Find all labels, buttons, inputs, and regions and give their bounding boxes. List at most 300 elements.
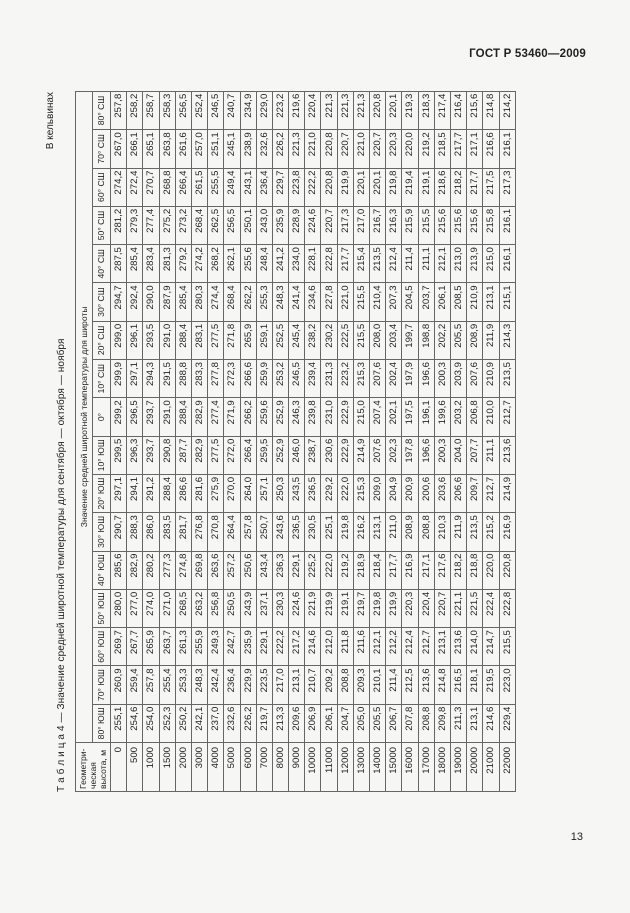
temperature-cell: 226,2 [272, 130, 288, 168]
temperature-cell: 214,8 [434, 666, 450, 704]
latitude-column-header: 10° СШ [92, 360, 110, 398]
temperature-cell: 215,3 [353, 474, 369, 512]
temperature-cell: 212,4 [386, 245, 402, 283]
temperature-cell: 250,6 [240, 551, 256, 589]
temperature-cell: 291,5 [159, 360, 175, 398]
temperature-cell: 220,7 [321, 206, 337, 244]
temperature-cell: 259,5 [256, 436, 272, 474]
temperature-cell: 215,5 [418, 206, 434, 244]
temperature-cell: 205,5 [450, 321, 466, 359]
temperature-cell: 268,2 [208, 245, 224, 283]
temperature-cell: 218,3 [418, 91, 434, 130]
temperature-cell: 277,4 [208, 398, 224, 436]
height-cell: 13000 [353, 743, 369, 792]
latitude-column-header: 50° СШ [92, 206, 110, 244]
temperature-cell: 206,1 [434, 283, 450, 321]
temperature-cell: 222,9 [337, 436, 353, 474]
temperature-cell: 215,4 [353, 245, 369, 283]
temperature-cell: 290,8 [159, 436, 175, 474]
temperature-cell: 204,7 [337, 704, 353, 742]
temperature-cell: 222,2 [272, 628, 288, 666]
temperature-cell: 288,3 [127, 513, 143, 551]
temperature-cell: 196,1 [418, 398, 434, 436]
temperature-cell: 230,6 [321, 436, 337, 474]
temperature-cell: 213,1 [434, 628, 450, 666]
temperature-cell: 238,2 [305, 321, 321, 359]
temperature-cell: 252,5 [272, 321, 288, 359]
temperature-cell: 263,8 [159, 130, 175, 168]
temperature-cell: 288,4 [175, 321, 191, 359]
temperature-cell: 236,4 [224, 666, 240, 704]
temperature-cell: 215,5 [353, 283, 369, 321]
latitude-column-header: 20° СШ [92, 321, 110, 359]
temperature-cell: 216,1 [499, 130, 515, 168]
temperature-cell: 214,3 [499, 321, 515, 359]
temperature-cell: 263,6 [208, 551, 224, 589]
temperature-cell: 213,6 [450, 628, 466, 666]
temperature-cell: 208,8 [337, 666, 353, 704]
temperature-cell: 200,3 [434, 436, 450, 474]
temperature-cell: 268,5 [175, 589, 191, 627]
temperature-cell: 211,3 [450, 704, 466, 742]
temperature-cell: 207,6 [370, 436, 386, 474]
temperature-cell: 215,6 [467, 91, 483, 130]
temperature-cell: 199,6 [434, 398, 450, 436]
table-row [208, 91, 224, 791]
temperature-cell: 215,0 [483, 245, 499, 283]
height-cell: 5000 [224, 743, 240, 792]
height-cell: 14000 [370, 743, 386, 792]
temperature-cell: 220,8 [499, 551, 515, 589]
temperature-cell: 205,0 [353, 704, 369, 742]
temperature-cell: 248,4 [256, 245, 272, 283]
temperature-cell: 229,1 [289, 551, 305, 589]
temperature-cell: 264,0 [240, 474, 256, 512]
temperature-cell: 216,3 [386, 206, 402, 244]
temperature-cell: 219,2 [337, 551, 353, 589]
temperature-cell: 275,2 [159, 206, 175, 244]
temperature-cell: 220,8 [321, 130, 337, 168]
temperature-cell: 276,8 [191, 513, 207, 551]
temperature-cell: 217,0 [353, 206, 369, 244]
height-header-line: Геометри- [78, 748, 88, 789]
temperature-cell: 261,5 [191, 168, 207, 206]
temperature-cell: 285,4 [127, 245, 143, 283]
temperature-cell: 245,1 [224, 130, 240, 168]
temperature-cell: 220,1 [353, 168, 369, 206]
temperature-cell: 216,1 [499, 206, 515, 244]
temperature-cell: 200,6 [418, 474, 434, 512]
temperature-cell: 221,3 [337, 91, 353, 130]
table-row [272, 91, 288, 791]
temperature-cell: 256,5 [175, 91, 191, 130]
latitude-column-header: 10° ЮШ [92, 436, 110, 474]
table-caption: Т а б л и ц а 4 — Значение средней широтной температуры для сентября — октября — ноября [56, 338, 67, 792]
temperature-cell: 283,5 [159, 513, 175, 551]
temperature-cell: 219,7 [256, 704, 272, 742]
temperature-cell: 210,7 [305, 666, 321, 704]
temperature-cell: 248,3 [191, 666, 207, 704]
temperature-cell: 225,2 [305, 551, 321, 589]
temperature-cell: 213,5 [467, 513, 483, 551]
temperature-cell: 242,1 [191, 704, 207, 742]
temperature-cell: 207,6 [370, 360, 386, 398]
temperature-cell: 211,1 [418, 245, 434, 283]
height-cell: 12000 [337, 743, 353, 792]
latitude-column-header: 20° ЮШ [92, 474, 110, 512]
temperature-cell: 282,9 [191, 436, 207, 474]
temperature-cell: 277,5 [208, 321, 224, 359]
temperature-cell: 255,1 [111, 704, 127, 742]
temperature-cell: 222,8 [499, 589, 515, 627]
temperature-cell: 287,7 [175, 436, 191, 474]
temperature-cell: 248,3 [272, 283, 288, 321]
temperature-cell: 214,9 [499, 474, 515, 512]
temperature-cell: 212,2 [386, 628, 402, 666]
temperature-cell: 234,0 [289, 245, 305, 283]
temperature-cell: 214,7 [483, 628, 499, 666]
temperature-cell: 203,2 [450, 398, 466, 436]
temperature-cell: 261,6 [175, 130, 191, 168]
temperature-cell: 280,0 [111, 589, 127, 627]
temperature-cell: 243,1 [240, 168, 256, 206]
temperature-cell: 242,7 [224, 628, 240, 666]
temperature-cell: 293,7 [143, 398, 159, 436]
table-row [224, 91, 240, 791]
temperature-cell: 294,7 [111, 283, 127, 321]
temperature-cell: 250,2 [175, 704, 191, 742]
temperature-cell: 222,4 [483, 589, 499, 627]
temperature-cell: 204,5 [402, 283, 418, 321]
temperature-cell: 297,1 [111, 474, 127, 512]
temperature-cell: 235,9 [272, 206, 288, 244]
temperature-cell: 203,7 [418, 283, 434, 321]
temperature-cell: 266,6 [240, 360, 256, 398]
temperature-cell: 206,1 [321, 704, 337, 742]
temperature-cell: 283,4 [143, 245, 159, 283]
height-cell: 2000 [175, 743, 191, 792]
temperature-cell: 271,9 [224, 398, 240, 436]
temperature-cell: 267,0 [111, 130, 127, 168]
temperature-cell: 236,4 [256, 168, 272, 206]
temperature-cell: 223,2 [337, 360, 353, 398]
temperature-cell: 222,8 [321, 245, 337, 283]
temperature-cell: 265,9 [240, 321, 256, 359]
height-cell: 21000 [483, 743, 499, 792]
height-cell: 6000 [240, 743, 256, 792]
temperature-cell: 197,5 [402, 398, 418, 436]
temperature-cell: 282,9 [191, 398, 207, 436]
temperature-cell: 224,6 [305, 206, 321, 244]
temperature-cell: 202,3 [386, 436, 402, 474]
temperature-cell: 212,1 [370, 628, 386, 666]
temperature-cell: 202,2 [434, 321, 450, 359]
temperature-cell: 236,5 [305, 474, 321, 512]
temperature-cell: 215,0 [353, 398, 369, 436]
temperature-cell: 221,1 [450, 589, 466, 627]
temperature-cell: 197,8 [402, 436, 418, 474]
temperature-cell: 197,9 [402, 360, 418, 398]
temperature-cell: 209,6 [289, 704, 305, 742]
temperature-cell: 291,2 [143, 474, 159, 512]
temperature-cell: 274,2 [191, 245, 207, 283]
temperature-cell: 220,8 [370, 91, 386, 130]
temperature-cell: 214,0 [467, 628, 483, 666]
temperature-cell: 249,4 [224, 168, 240, 206]
temperature-cell: 272,3 [224, 360, 240, 398]
table-row [483, 91, 499, 791]
temperature-cell: 212,4 [402, 628, 418, 666]
temperature-cell: 208,0 [370, 321, 386, 359]
temperature-cell: 217,1 [467, 130, 483, 168]
temperature-cell: 280,2 [143, 551, 159, 589]
temperature-cell: 277,0 [127, 589, 143, 627]
temperature-cell: 241,2 [272, 245, 288, 283]
temperature-cell: 236,5 [289, 513, 305, 551]
temperature-cell: 257,1 [256, 474, 272, 512]
table-row [111, 91, 127, 791]
temperature-cell: 221,3 [353, 91, 369, 130]
temperature-cell: 253,2 [272, 360, 288, 398]
height-cell: 16000 [402, 743, 418, 792]
temperature-cell: 245,4 [289, 321, 305, 359]
temperature-cell: 293,5 [143, 321, 159, 359]
temperature-cell: 218,2 [450, 551, 466, 589]
temperature-cell: 231,0 [321, 398, 337, 436]
table-row [402, 91, 418, 791]
temperature-cell: 202,4 [386, 360, 402, 398]
temperature-cell: 221,5 [467, 589, 483, 627]
height-cell: 18000 [434, 743, 450, 792]
temperature-cell: 277,3 [159, 551, 175, 589]
temperature-cell: 299,2 [111, 398, 127, 436]
temperature-cell: 252,4 [191, 91, 207, 130]
temperature-cell: 207,7 [467, 436, 483, 474]
latitude-super-header: Значение средней широтной температуры для широты [76, 91, 93, 742]
temperature-cell: 213,0 [450, 245, 466, 283]
temperature-cell: 292,4 [127, 283, 143, 321]
temperature-cell: 246,5 [289, 360, 305, 398]
table-row [450, 91, 466, 791]
temperature-cell: 222,0 [321, 551, 337, 589]
temperature-cell: 268,8 [159, 168, 175, 206]
temperature-cell: 213,1 [467, 704, 483, 742]
temperature-cell: 250,5 [224, 589, 240, 627]
temperature-cell: 288,8 [175, 360, 191, 398]
temperature-cell: 242,4 [208, 666, 224, 704]
table-row [305, 91, 321, 791]
temperature-cell: 212,0 [321, 628, 337, 666]
latitude-column-header: 80° ЮШ [92, 704, 110, 742]
table-row [191, 91, 207, 791]
temperature-cell: 257,8 [143, 666, 159, 704]
temperature-cell: 282,9 [127, 551, 143, 589]
temperature-cell: 216,6 [483, 130, 499, 168]
temperature-cell: 217,5 [483, 168, 499, 206]
temperature-cell: 215,1 [499, 283, 515, 321]
temperature-cell: 274,8 [175, 551, 191, 589]
temperature-cell: 294,3 [143, 360, 159, 398]
temperature-cell: 237,0 [208, 704, 224, 742]
standard-header: ГОСТ Р 53460—2009 [469, 48, 586, 60]
temperature-cell: 234,9 [240, 91, 256, 130]
temperature-cell: 217,2 [289, 628, 305, 666]
table-row [143, 91, 159, 791]
temperature-cell: 206,8 [467, 398, 483, 436]
temperature-cell: 237,1 [256, 589, 272, 627]
table-row [256, 91, 272, 791]
temperature-cell: 215,9 [402, 206, 418, 244]
temperature-cell: 219,8 [370, 589, 386, 627]
temperature-cell: 220,1 [386, 91, 402, 130]
temperature-cell: 219,1 [337, 589, 353, 627]
temperature-cell: 230,3 [272, 589, 288, 627]
temperature-cell: 265,9 [143, 628, 159, 666]
temperature-cell: 213,1 [289, 666, 305, 704]
temperature-cell: 230,5 [305, 513, 321, 551]
temperature-cell: 211,4 [402, 245, 418, 283]
temperature-cell: 254,0 [143, 704, 159, 742]
temperature-cell: 199,7 [402, 321, 418, 359]
temperature-cell: 280,3 [191, 283, 207, 321]
table-row [467, 91, 483, 791]
temperature-cell: 214,2 [499, 91, 515, 130]
temperature-cell: 259,6 [256, 398, 272, 436]
temperature-cell: 258,2 [127, 91, 143, 130]
table-row [499, 91, 515, 791]
temperature-cell: 211,6 [353, 628, 369, 666]
temperature-cell: 219,8 [386, 168, 402, 206]
temperature-cell: 229,7 [272, 168, 288, 206]
temperature-cell: 220,8 [321, 168, 337, 206]
height-cell: 11000 [321, 743, 337, 792]
temperature-cell: 219,7 [353, 589, 369, 627]
temperature-cell: 222,0 [337, 474, 353, 512]
temperature-cell: 207,6 [467, 360, 483, 398]
temperature-cell: 250,3 [272, 474, 288, 512]
temperature-cell: 296,3 [127, 436, 143, 474]
temperature-cell: 236,3 [272, 551, 288, 589]
temperature-cell: 215,2 [483, 513, 499, 551]
table-row [127, 91, 143, 791]
temperature-cell: 238,9 [240, 130, 256, 168]
temperature-cell: 246,5 [208, 91, 224, 130]
temperature-cell: 255,9 [191, 628, 207, 666]
temperature-cell: 297,1 [127, 360, 143, 398]
temperature-cell: 251,1 [208, 130, 224, 168]
temperature-cell: 213,1 [370, 513, 386, 551]
temperature-cell: 234,6 [305, 283, 321, 321]
temperature-cell: 204,9 [386, 474, 402, 512]
temperature-cell: 211,1 [483, 436, 499, 474]
temperature-cell: 269,7 [111, 628, 127, 666]
temperature-cell: 212,7 [483, 474, 499, 512]
temperature-cell: 219,1 [418, 168, 434, 206]
temperature-cell: 252,9 [272, 436, 288, 474]
temperature-cell: 262,5 [208, 206, 224, 244]
temperature-cell: 221,3 [321, 91, 337, 130]
table-row [386, 91, 402, 791]
table-row [418, 91, 434, 791]
temperature-cell: 243,9 [240, 589, 256, 627]
temperature-cell: 218,8 [467, 551, 483, 589]
height-cell: 7000 [256, 743, 272, 792]
temperature-cell: 220,1 [370, 168, 386, 206]
temperature-cell: 217,3 [499, 168, 515, 206]
temperature-cell: 232,6 [256, 130, 272, 168]
page-number: 13 [570, 831, 583, 843]
units-note: В кельвинах [45, 92, 56, 150]
temperature-cell: 272,0 [224, 436, 240, 474]
temperature-cell: 266,1 [127, 130, 143, 168]
temperature-cell: 216,1 [499, 245, 515, 283]
temperature-cell: 277,4 [143, 206, 159, 244]
temperature-cell: 215,6 [434, 206, 450, 244]
temperature-cell: 219,2 [418, 130, 434, 168]
height-cell: 1500 [159, 743, 175, 792]
temperature-cell: 285,6 [111, 551, 127, 589]
temperature-cell: 213,1 [483, 283, 499, 321]
temperature-cell: 229,0 [256, 91, 272, 130]
temperature-cell: 211,0 [386, 513, 402, 551]
temperature-cell: 221,0 [305, 130, 321, 168]
temperature-cell: 288,4 [159, 474, 175, 512]
temperature-cell: 210,4 [370, 283, 386, 321]
temperature-cell: 203,9 [450, 360, 466, 398]
temperature-cell: 217,3 [337, 206, 353, 244]
temperature-cell: 208,5 [450, 283, 466, 321]
temperature-cell: 209,8 [434, 704, 450, 742]
temperature-cell: 212,7 [418, 628, 434, 666]
temperature-cell: 270,0 [224, 474, 240, 512]
temperature-cell: 263,7 [159, 628, 175, 666]
temperature-cell: 215,3 [353, 360, 369, 398]
table-row [289, 91, 305, 791]
temperature-cell: 208,8 [418, 513, 434, 551]
temperature-cell: 210,0 [483, 398, 499, 436]
temperature-cell: 288,4 [175, 398, 191, 436]
temperature-cell: 202,1 [386, 398, 402, 436]
temperature-cell: 230,2 [321, 321, 337, 359]
temperature-cell: 281,6 [191, 474, 207, 512]
temperature-cell: 219,9 [337, 168, 353, 206]
temperature-cell: 222,9 [337, 398, 353, 436]
temperature-cell: 223,5 [256, 666, 272, 704]
temperature-cell: 198,8 [418, 321, 434, 359]
temperature-cell: 277,5 [208, 436, 224, 474]
temperature-cell: 215,6 [450, 206, 466, 244]
height-cell: 0 [111, 743, 127, 792]
temperature-cell: 210,1 [370, 666, 386, 704]
height-cell: 3000 [191, 743, 207, 792]
height-cell: 19000 [450, 743, 466, 792]
temperature-cell: 269,8 [191, 551, 207, 589]
temperature-cell: 224,6 [289, 589, 305, 627]
temperature-cell: 252,3 [159, 704, 175, 742]
temperature-cell: 239,8 [305, 398, 321, 436]
height-cell: 4000 [208, 743, 224, 792]
height-header-line: ческая [88, 762, 98, 789]
height-header-line: высота, м [98, 749, 108, 789]
height-column-header [76, 743, 111, 792]
temperature-cell: 223,2 [272, 91, 288, 130]
temperature-cell: 203,4 [386, 321, 402, 359]
temperature-cell: 257,0 [191, 130, 207, 168]
temperature-cell: 212,7 [499, 398, 515, 436]
temperature-cell: 220,0 [483, 551, 499, 589]
latitude-column-header: 70° СШ [92, 130, 110, 168]
temperature-cell: 243,0 [256, 206, 272, 244]
